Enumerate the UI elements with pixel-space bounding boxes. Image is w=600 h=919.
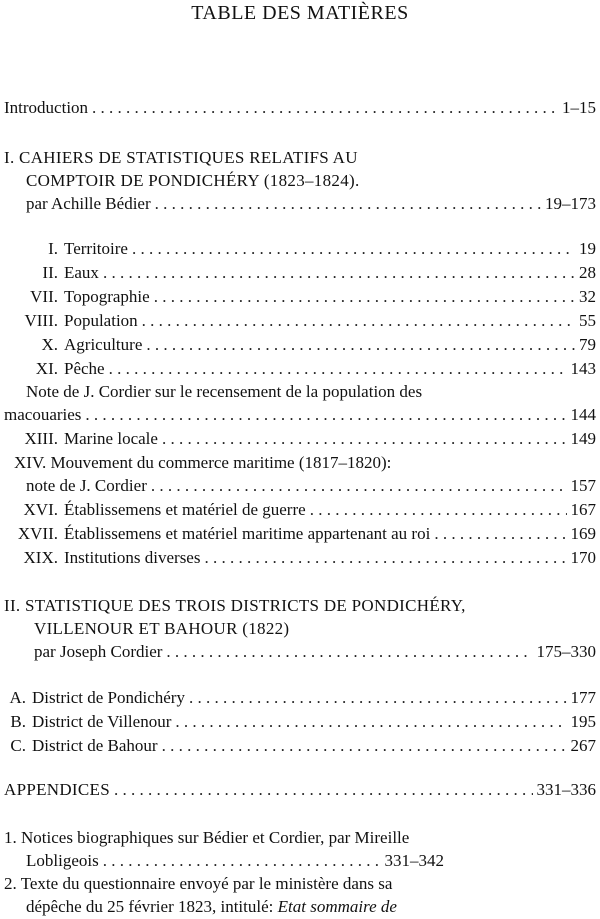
part1-author: par Achille Bédier <box>26 194 151 213</box>
toc-chapter-entry <box>0 734 596 757</box>
appendix1-entry <box>26 849 444 872</box>
entry-pages: 1–15 <box>562 98 596 117</box>
chapter-page: 267 <box>570 736 596 755</box>
chapter-number: XIII. <box>24 429 58 448</box>
part1-author-entry <box>26 192 596 215</box>
appendix2-line2 <box>26 895 397 918</box>
chapter-number: II. <box>42 263 58 282</box>
chapter-label: District de Villenour <box>32 712 172 731</box>
dot-leader <box>109 357 567 380</box>
ch14-line1: XIV. Mouvement du commerce maritime (1817–1820): <box>14 453 392 472</box>
chapter-number: I. <box>48 239 58 258</box>
part1-heading-line2: COMPTOIR DE PONDICHÉRY (1823–1824). <box>26 171 360 190</box>
chapter-label: Établissemens et matériel maritime appartenant au roi <box>64 524 431 543</box>
chapter-page: 169 <box>570 524 596 543</box>
chapter-page: 28 <box>579 263 596 282</box>
toc-chapter-entry <box>0 498 596 521</box>
chapter-label: District de Bahour <box>32 736 158 755</box>
chapter-number: C. <box>10 736 26 755</box>
chapter-page: 167 <box>570 500 596 519</box>
chapter-label: Agriculture <box>64 335 143 354</box>
chapter-label: Topographie <box>64 287 150 306</box>
chapter-label: Eaux <box>64 263 99 282</box>
toc-chapter-entry <box>0 427 596 450</box>
chapter-page: 32 <box>579 287 596 306</box>
appendix2-line2-italic: Etat sommaire de <box>277 897 397 916</box>
chapter-page: 177 <box>570 688 596 707</box>
chapter-page: 149 <box>570 429 596 448</box>
chapter-label: Territoire <box>64 239 128 258</box>
dot-leader <box>204 546 566 569</box>
note-line1: Note de J. Cordier sur le recensement de la population des <box>26 382 423 401</box>
appendix2-line2-start: dépêche du 25 février 1823, intitulé: <box>26 897 278 916</box>
chapter-page: 79 <box>579 335 596 354</box>
dot-leader <box>103 849 381 872</box>
dot-leader <box>166 640 532 663</box>
part1-heading-line1: I. CAHIERS DE STATISTIQUES RELATIFS AU <box>4 148 358 167</box>
dot-leader <box>92 96 558 119</box>
dot-leader <box>146 333 575 356</box>
note-page: 144 <box>570 405 596 424</box>
chapter-page: 170 <box>570 548 596 567</box>
dot-leader <box>189 686 567 709</box>
chapter-number: XI. <box>35 359 58 378</box>
note-line2: macouaries <box>4 405 82 424</box>
ch14-line2: note de J. Cordier <box>26 476 147 495</box>
toc-chapter-entry <box>0 710 596 733</box>
chapter-number: XVI. <box>23 500 58 519</box>
chapter-label: Population <box>64 311 138 330</box>
chapter-label: Institutions diverses <box>64 548 201 567</box>
chapter-number: XVII. <box>17 524 58 543</box>
chapter-number: A. <box>9 688 26 707</box>
dot-leader <box>103 261 575 284</box>
page-title: TABLE DES MATIÈRES <box>191 2 409 24</box>
chapter-page: 19 <box>579 239 596 258</box>
chapter-number: XIX. <box>23 548 58 567</box>
appendices-pages: 331–336 <box>536 780 596 799</box>
chapter-label: Établissemens et matériel de guerre <box>64 500 306 519</box>
dot-leader <box>310 498 567 521</box>
part2-heading-line1: II. STATISTIQUE DES TROIS DISTRICTS DE PONDICHÉRY, <box>4 596 466 615</box>
chapter-number: VIII. <box>24 311 58 330</box>
chapter-label: Marine locale <box>64 429 158 448</box>
chapter-page: 55 <box>579 311 596 330</box>
ch14-page: 157 <box>570 476 596 495</box>
part1-pages: 19–173 <box>545 194 596 213</box>
dot-leader <box>85 403 566 426</box>
appendix1-line2: Lobligeois <box>26 851 99 870</box>
chapter-page: 195 <box>570 712 596 731</box>
note-entry <box>4 403 596 426</box>
dot-leader <box>151 474 567 497</box>
chapter-number: X. <box>41 335 58 354</box>
toc-entry-introduction <box>4 96 596 119</box>
dot-leader <box>162 734 567 757</box>
dot-leader <box>154 285 575 308</box>
toc-chapter-entry <box>0 261 596 284</box>
toc-chapter-entry <box>0 686 596 709</box>
dot-leader <box>162 427 567 450</box>
dot-leader <box>175 710 566 733</box>
chapter-label: District de Pondichéry <box>32 688 185 707</box>
toc-chapter-entry <box>0 285 596 308</box>
chapter-number: VII. <box>30 287 58 306</box>
part2-author: par Joseph Cordier <box>34 642 163 661</box>
toc-chapter-entry <box>0 237 596 260</box>
part2-pages: 175–330 <box>536 642 596 661</box>
appendix1-pages: 331–342 <box>384 851 444 870</box>
part2-heading-line2: VILLENOUR ET BAHOUR (1822) <box>34 619 290 638</box>
dot-leader <box>114 778 533 801</box>
toc-chapter-entry <box>0 357 596 380</box>
ch14-entry <box>26 474 596 497</box>
part2-author-entry <box>34 640 596 663</box>
entry-label: Introduction <box>4 98 89 117</box>
dot-leader <box>434 522 566 545</box>
toc-chapter-entry <box>0 522 596 545</box>
dot-leader <box>132 237 575 260</box>
appendix2-line1: 2. Texte du questionnaire envoyé par le ministère dans sa <box>4 874 393 893</box>
appendix1-line1: 1. Notices biographiques sur Bédier et Cordier, par Mireille <box>4 828 410 847</box>
dot-leader <box>155 192 541 215</box>
toc-chapter-entry <box>0 333 596 356</box>
toc-chapter-entry <box>0 546 596 569</box>
chapter-page: 143 <box>570 359 596 378</box>
toc-entry-appendices <box>4 778 596 801</box>
toc-chapter-entry <box>0 309 596 332</box>
chapter-label: Pêche <box>64 359 105 378</box>
appendices-label: APPENDICES <box>4 780 110 799</box>
chapter-number: B. <box>10 712 26 731</box>
dot-leader <box>142 309 575 332</box>
